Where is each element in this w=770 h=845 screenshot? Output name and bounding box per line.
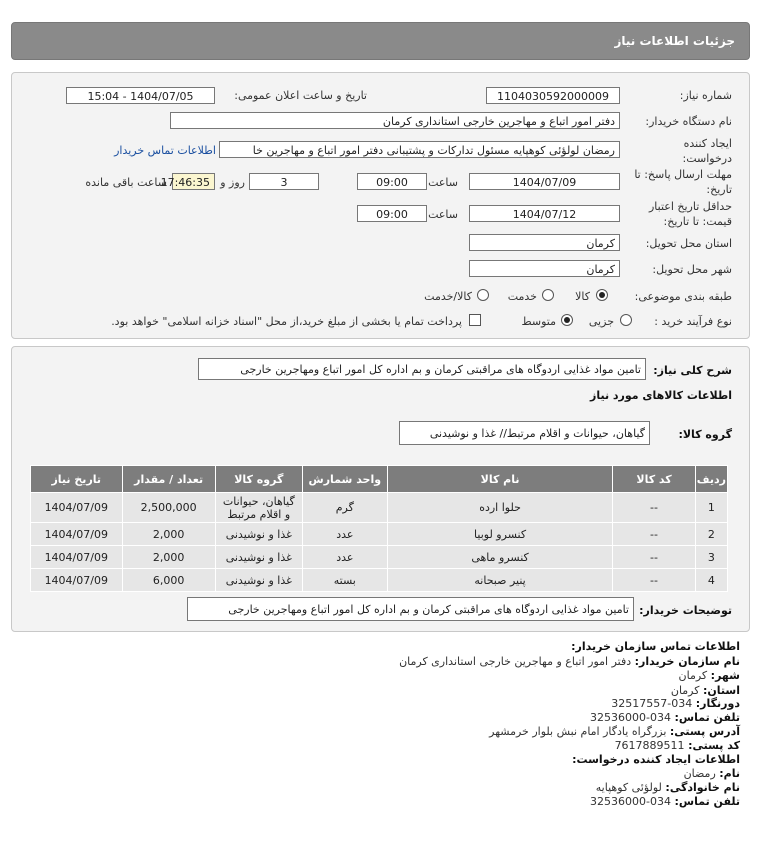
cell-unit: گرم <box>302 493 387 523</box>
category-service-label: خدمت <box>507 290 537 303</box>
contact-fax: دورنگار: 034-32517557 <box>611 697 740 710</box>
creator-family: نام خانوادگی: لولؤئی کوهپایه <box>595 781 740 794</box>
cell-need-date: 1404/07/09 <box>31 493 123 523</box>
payment-note: پرداخت تمام یا بخشی از مبلغ خرید،از محل "اسناد خزانه اسلامی" خواهد بود. <box>111 315 462 328</box>
cell-row-number: 4 <box>695 569 727 592</box>
creator-phone: تلفن تماس: 034-32536000 <box>590 795 740 808</box>
creator-field: رمضان لولؤئی کوهپایه مسئول تدارکات و پشتیبانی دفتر امور اتباع و مهاجرین خا <box>219 141 620 158</box>
cell-item-code: -- <box>613 523 696 546</box>
contact-city: شهر: کرمان <box>678 669 740 682</box>
remaining-label: ساعت باقی مانده <box>85 176 167 189</box>
cell-item-name: پنیر صبحانه <box>387 569 612 592</box>
header-item-code: کد کالا <box>613 466 696 493</box>
group-label: گروه کالا: <box>678 428 732 441</box>
process-minor-label: جزیی <box>588 315 614 328</box>
cell-unit: عدد <box>302 546 387 569</box>
contact-address: آدرس پستی: بزرگراه یادگار امام نبش بلوار خرمشهر <box>489 725 740 738</box>
city-field: کرمان <box>469 260 620 277</box>
contact-org: نام سازمان خریدار: دفتر امور اتباع و مهاجرین خارجی استانداری کرمان <box>399 655 740 668</box>
buyer-notes-label: توضیحات خریدار: <box>639 604 732 617</box>
process-medium-label: متوسط <box>521 315 556 328</box>
need-number-field: 1104030592000009 <box>486 87 620 104</box>
deadline-label: مهلت ارسال پاسخ: تا تاریخ: <box>634 168 732 196</box>
header-row-number: ردیف <box>695 466 727 493</box>
contact-phone: تلفن تماس: 034-32536000 <box>590 711 740 724</box>
table-row <box>31 523 728 546</box>
days-label: روز و <box>220 176 245 189</box>
announce-field: 1404/07/05 - 15:04 <box>66 87 215 104</box>
cell-row-number: 1 <box>695 493 727 523</box>
goods-info-title: اطلاعات کالاهای مورد نیاز <box>590 389 732 402</box>
buyer-org-label: نام دستگاه خریدار: <box>645 115 732 128</box>
cell-quantity: 2,500,000 <box>122 493 215 523</box>
creator-title: اطلاعات ایجاد کننده درخواست: <box>572 753 740 766</box>
page-title: جزئیات اطلاعات نیاز <box>614 34 735 48</box>
category-goods-radio[interactable] <box>596 289 608 301</box>
cell-unit: عدد <box>302 523 387 546</box>
contact-title: اطلاعات تماس سازمان خریدار: <box>571 640 740 653</box>
goods-table <box>30 465 728 592</box>
creator-label: ایجاد کننده درخواست: <box>682 137 732 165</box>
creator-name: نام: رمضان <box>683 767 740 780</box>
cell-quantity: 6,000 <box>122 569 215 592</box>
category-goods-service-label: کالا/خدمت <box>424 290 472 303</box>
treasury-checkbox[interactable] <box>469 314 481 326</box>
remaining-time-field: 17:46:35 <box>172 173 215 190</box>
cell-item-code: -- <box>613 546 696 569</box>
process-label: نوع فرآیند خرید : <box>654 315 732 328</box>
cell-item-code: -- <box>613 569 696 592</box>
table-header-row <box>31 466 728 493</box>
category-goods-service-radio[interactable] <box>477 289 489 301</box>
cell-group: غذا و نوشیدنی <box>215 569 302 592</box>
contact-province: استان: کرمان <box>670 684 740 697</box>
province-field: کرمان <box>469 234 620 251</box>
header-unit: واحد شمارش <box>302 466 387 493</box>
city-label: شهر محل تحویل: <box>652 263 732 276</box>
cell-unit: بسته <box>302 569 387 592</box>
announce-label: تاریخ و ساعت اعلان عمومی: <box>234 89 367 102</box>
cell-need-date: 1404/07/09 <box>31 523 123 546</box>
need-number-label: شماره نیاز: <box>679 89 732 102</box>
validity-time-label: ساعت <box>428 208 458 221</box>
table-row <box>31 569 728 592</box>
summary-field: تامین مواد غذایی اردوگاه های مراقبتی کرمان و بم اداره کل امور اتباع ومهاجرین خارجی <box>198 358 646 380</box>
summary-label: شرح کلی نیاز: <box>653 364 732 377</box>
days-field: 3 <box>249 173 319 190</box>
buyer-contact-link[interactable]: اطلاعات تماس خریدار <box>114 144 216 157</box>
cell-row-number: 3 <box>695 546 727 569</box>
page-header <box>11 22 750 60</box>
cell-quantity: 2,000 <box>122 546 215 569</box>
cell-item-name: کنسرو لوبیا <box>387 523 612 546</box>
cell-group: غذا و نوشیدنی <box>215 546 302 569</box>
group-field: گیاهان، حیوانات و اقلام مرتبط// غذا و نوشیدنی <box>399 421 650 445</box>
table-row <box>31 493 728 523</box>
process-medium-radio[interactable] <box>561 314 573 326</box>
validity-date-field: 1404/07/12 <box>469 205 620 222</box>
header-group: گروه کالا <box>215 466 302 493</box>
buyer-org-field: دفتر امور اتباع و مهاجرین خارجی استانداری کرمان <box>170 112 620 129</box>
cell-group: غذا و نوشیدنی <box>215 523 302 546</box>
cell-item-code: -- <box>613 493 696 523</box>
contact-postal: کد پستی: 7617889511 <box>614 739 740 752</box>
validity-label: حداقل تاریخ اعتبار قیمت: تا تاریخ: <box>648 200 732 228</box>
header-need-date: تاریخ نیاز <box>31 466 123 493</box>
header-quantity: تعداد / مقدار <box>122 466 215 493</box>
deadline-time-field: 09:00 <box>357 173 427 190</box>
buyer-notes-field: تامین مواد غذایی اردوگاه های مراقبتی کرمان و بم اداره کل امور اتباع ومهاجرین خارجی <box>187 597 634 621</box>
category-goods-label: کالا <box>575 290 590 303</box>
deadline-time-label: ساعت <box>428 176 458 189</box>
header-item-name: نام کالا <box>387 466 612 493</box>
cell-row-number: 2 <box>695 523 727 546</box>
deadline-date-field: 1404/07/09 <box>469 173 620 190</box>
category-label: طبقه بندی موضوعی: <box>634 290 732 303</box>
process-minor-radio[interactable] <box>620 314 632 326</box>
category-service-radio[interactable] <box>542 289 554 301</box>
cell-group: گیاهان، حیوانات و اقلام مرتبط <box>215 493 302 523</box>
province-label: استان محل تحویل: <box>645 237 732 250</box>
cell-quantity: 2,000 <box>122 523 215 546</box>
cell-need-date: 1404/07/09 <box>31 546 123 569</box>
table-row <box>31 546 728 569</box>
validity-time-field: 09:00 <box>357 205 427 222</box>
cell-item-name: کنسرو ماهی <box>387 546 612 569</box>
cell-need-date: 1404/07/09 <box>31 569 123 592</box>
cell-item-name: حلوا ارده <box>387 493 612 523</box>
